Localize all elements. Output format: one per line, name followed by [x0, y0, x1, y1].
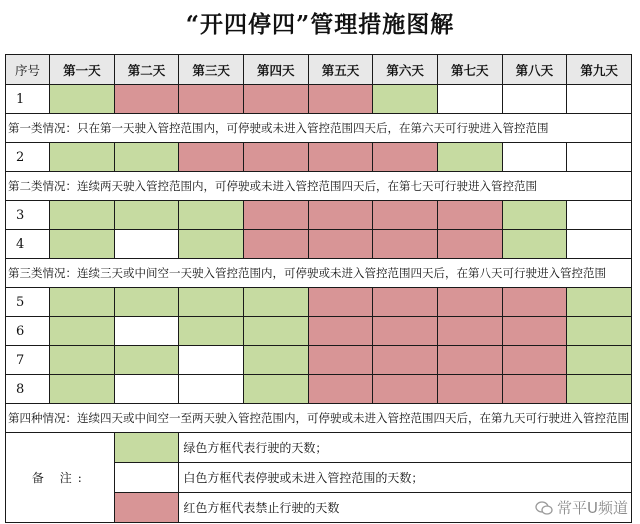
day-cell-5 — [308, 230, 373, 259]
day-cell-9 — [567, 201, 632, 230]
table-row — [6, 230, 632, 259]
day-cell-3 — [179, 317, 244, 346]
day-cell-7 — [437, 85, 502, 114]
row-number: 2 — [6, 143, 50, 172]
day-cell-2 — [114, 85, 179, 114]
day-cell-7 — [437, 230, 502, 259]
case-description: 第四种情况：连续四天或中间空一至两天驶入管控范围内，可停驶或未进入管控范围四天后，在第九天可行驶进入管控范围 — [6, 404, 632, 433]
case-description-row — [6, 114, 632, 143]
table-row — [6, 317, 632, 346]
legend-swatch — [114, 433, 179, 463]
day-cell-4 — [243, 201, 308, 230]
day-cell-5 — [308, 201, 373, 230]
day-cell-7 — [437, 375, 502, 404]
day-cell-9 — [567, 143, 632, 172]
legend-swatch — [114, 463, 179, 493]
day-cell-3 — [179, 230, 244, 259]
chat-bubble-icon — [535, 500, 553, 516]
schedule-table — [5, 54, 632, 523]
day-cell-3 — [179, 143, 244, 172]
header-day-2: 第二天 — [114, 55, 179, 85]
day-cell-8 — [502, 375, 567, 404]
row-number: 8 — [6, 375, 50, 404]
day-cell-4 — [243, 346, 308, 375]
day-cell-5 — [308, 85, 373, 114]
day-cell-5 — [308, 375, 373, 404]
table-row — [6, 288, 632, 317]
day-cell-1 — [50, 230, 115, 259]
day-cell-8 — [502, 346, 567, 375]
day-cell-6 — [373, 375, 438, 404]
day-cell-7 — [437, 317, 502, 346]
header-row — [6, 55, 632, 85]
day-cell-7 — [437, 143, 502, 172]
header-day-9: 第九天 — [567, 55, 632, 85]
day-cell-8 — [502, 85, 567, 114]
table-row — [6, 85, 632, 114]
header-day-7: 第七天 — [437, 55, 502, 85]
day-cell-7 — [437, 346, 502, 375]
header-day-6: 第六天 — [373, 55, 438, 85]
case-description: 第三类情况：连续三天或中间空一天驶入管控范围内，可停驶或未进入管控范围四天后，在第八天可行驶进入管控范围 — [6, 259, 632, 288]
day-cell-8 — [502, 143, 567, 172]
case-description-row — [6, 259, 632, 288]
legend-text: 红色方框代表禁止行驶的天数 — [179, 493, 632, 523]
day-cell-6 — [373, 346, 438, 375]
day-cell-8 — [502, 201, 567, 230]
day-cell-6 — [373, 85, 438, 114]
case-description-row — [6, 172, 632, 201]
day-cell-6 — [373, 230, 438, 259]
page-title: “开四停四”管理措施图解 — [185, 11, 455, 38]
case-description-row — [6, 404, 632, 433]
day-cell-9 — [567, 85, 632, 114]
day-cell-1 — [50, 346, 115, 375]
day-cell-8 — [502, 317, 567, 346]
header-day-8: 第八天 — [502, 55, 567, 85]
day-cell-6 — [373, 201, 438, 230]
watermark-text: 常平U频道 — [557, 499, 628, 517]
day-cell-2 — [114, 317, 179, 346]
header-day-3: 第三天 — [179, 55, 244, 85]
table-row — [6, 201, 632, 230]
row-number: 4 — [6, 230, 50, 259]
day-cell-9 — [567, 288, 632, 317]
day-cell-2 — [114, 230, 179, 259]
legend-swatch — [114, 493, 179, 523]
row-number: 6 — [6, 317, 50, 346]
day-cell-1 — [50, 375, 115, 404]
day-cell-1 — [50, 201, 115, 230]
day-cell-1 — [50, 143, 115, 172]
day-cell-3 — [179, 288, 244, 317]
row-number: 5 — [6, 288, 50, 317]
table-row — [6, 143, 632, 172]
row-number: 7 — [6, 346, 50, 375]
day-cell-5 — [308, 288, 373, 317]
day-cell-4 — [243, 143, 308, 172]
header-seq: 序号 — [6, 55, 50, 85]
header-day-1: 第一天 — [50, 55, 115, 85]
day-cell-1 — [50, 317, 115, 346]
day-cell-9 — [567, 230, 632, 259]
header-day-4: 第四天 — [243, 55, 308, 85]
day-cell-1 — [50, 288, 115, 317]
note-row — [6, 433, 632, 463]
day-cell-5 — [308, 346, 373, 375]
day-cell-4 — [243, 288, 308, 317]
legend-text: 白色方框代表停驶或未进入管控范围的天数； — [179, 463, 632, 493]
day-cell-2 — [114, 201, 179, 230]
case-description: 第二类情况：连续两天驶入管控范围内，可停驶或未进入管控范围四天后，在第七天可行驶进入管控范围 — [6, 172, 632, 201]
watermark — [535, 497, 628, 518]
day-cell-2 — [114, 346, 179, 375]
day-cell-2 — [114, 288, 179, 317]
day-cell-1 — [50, 85, 115, 114]
day-cell-2 — [114, 143, 179, 172]
day-cell-4 — [243, 230, 308, 259]
day-cell-3 — [179, 201, 244, 230]
day-cell-4 — [243, 317, 308, 346]
day-cell-6 — [373, 317, 438, 346]
header-day-5: 第五天 — [308, 55, 373, 85]
day-cell-9 — [567, 375, 632, 404]
day-cell-9 — [567, 346, 632, 375]
day-cell-5 — [308, 317, 373, 346]
day-cell-7 — [437, 288, 502, 317]
day-cell-9 — [567, 317, 632, 346]
day-cell-4 — [243, 85, 308, 114]
day-cell-8 — [502, 230, 567, 259]
day-cell-8 — [502, 288, 567, 317]
table-row — [6, 375, 632, 404]
schedule-body — [6, 55, 632, 523]
day-cell-6 — [373, 143, 438, 172]
table-row — [6, 346, 632, 375]
day-cell-4 — [243, 375, 308, 404]
legend-text: 绿色方框代表行驶的天数； — [179, 433, 632, 463]
case-description: 第一类情况：只在第一天驶入管控范围内，可停驶或未进入管控范围四天后，在第六天可行驶进入管控范围 — [6, 114, 632, 143]
row-number: 3 — [6, 201, 50, 230]
day-cell-3 — [179, 346, 244, 375]
day-cell-6 — [373, 288, 438, 317]
day-cell-3 — [179, 85, 244, 114]
day-cell-2 — [114, 375, 179, 404]
row-number: 1 — [6, 85, 50, 114]
day-cell-5 — [308, 143, 373, 172]
day-cell-3 — [179, 375, 244, 404]
day-cell-7 — [437, 201, 502, 230]
note-label: 备 注: — [6, 433, 115, 523]
